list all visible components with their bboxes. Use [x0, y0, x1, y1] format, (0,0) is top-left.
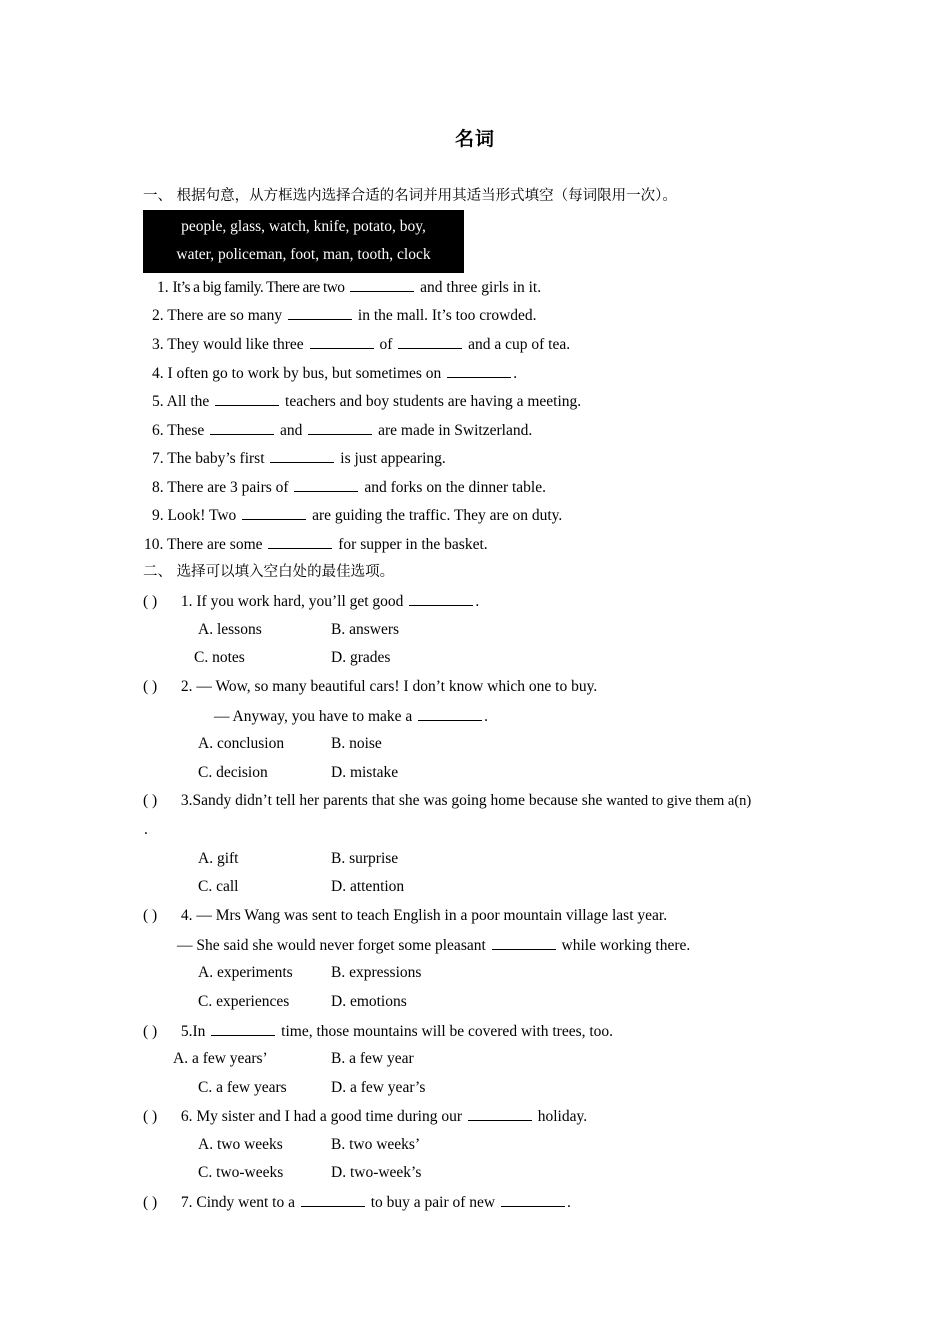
item-number: 6.: [152, 422, 164, 439]
item-number: 10.: [144, 536, 164, 553]
item-text: for supper in the basket.: [338, 536, 488, 553]
question-3-line2: .: [144, 821, 148, 838]
item-number: 5.: [152, 393, 164, 410]
option-d: D. attention: [331, 878, 405, 895]
option-c: C. notes: [194, 649, 245, 666]
answer-paren[interactable]: ( ): [143, 792, 158, 809]
list-item: [152, 448, 446, 469]
answer-blank: [492, 935, 556, 950]
question-4-line2: [177, 935, 690, 956]
answer-blank[interactable]: [350, 277, 414, 292]
item-text: in the mall. It’s too crowded.: [357, 307, 537, 324]
answer-blank[interactable]: [270, 448, 334, 463]
item-text: These: [167, 422, 205, 439]
question-stem: wanted to give them a(n): [606, 793, 752, 809]
option-a: A. gift: [198, 850, 239, 867]
answer-paren[interactable]: ( ): [143, 1023, 158, 1040]
question-stem: — She said she would never forget some pleasant: [177, 937, 486, 954]
item-text: are made in Switzerland.: [378, 422, 533, 439]
question-stem: time, those mountains will be covered with trees, too.: [281, 1023, 614, 1040]
option-d: D. a few year’s: [331, 1079, 426, 1096]
item-number: 7.: [152, 450, 164, 467]
option-c: C. experiences: [198, 993, 290, 1010]
question-stem: 1. If you work hard, you’ll get good: [180, 593, 404, 610]
answer-blank[interactable]: [310, 334, 374, 349]
list-item: [157, 277, 541, 298]
list-item: [152, 505, 562, 526]
option-a: A. conclusion: [198, 735, 285, 752]
option-c: C. a few years: [198, 1079, 287, 1096]
question-stem: 3.Sandy didn’t tell her parents that she was going home because she: [180, 792, 603, 809]
question-2: [143, 677, 597, 697]
word-box: [143, 210, 464, 273]
option-b: B. two weeks’: [331, 1136, 421, 1153]
answer-blank: [301, 1192, 365, 1207]
answer-paren[interactable]: ( ): [143, 678, 158, 695]
question-1: [143, 591, 479, 612]
word-box-line: people, glass, watch, knife, potato, boy,: [181, 218, 426, 235]
question-stem: while working there.: [561, 937, 691, 954]
question-stem: 7. Cindy went to a: [180, 1194, 295, 1211]
list-item: [152, 420, 532, 441]
answer-blank[interactable]: [242, 505, 306, 520]
option-c: C. two-weeks: [198, 1164, 284, 1181]
item-text: All the: [166, 393, 210, 410]
item-text: I often go to work by bus, but sometimes on: [167, 365, 442, 382]
item-text: and forks on the dinner table.: [364, 479, 546, 496]
option-b: B. expressions: [331, 964, 422, 981]
answer-paren[interactable]: ( ): [143, 907, 158, 924]
item-text: and three girls in it.: [420, 279, 542, 296]
item-number: 3.: [152, 336, 164, 353]
item-text: Look! Two: [167, 507, 237, 524]
question-2-line2: [214, 706, 488, 727]
answer-blank: [418, 706, 482, 721]
answer-blank[interactable]: [294, 477, 358, 492]
question-stem: 6. My sister and I had a good time during our: [180, 1108, 462, 1125]
question-stem: .: [567, 1194, 571, 1211]
question-6: [143, 1106, 587, 1127]
item-text: It’s a big family. There are two: [172, 279, 345, 296]
question-stem: — Anyway, you have to make a: [214, 708, 413, 725]
list-item: [144, 534, 488, 555]
option-b: B. surprise: [331, 850, 399, 867]
question-stem: 2. — Wow, so many beautiful cars! I don’t know which one to buy.: [180, 678, 598, 695]
item-number: 2.: [152, 307, 164, 324]
option-b: B. a few year: [331, 1050, 414, 1067]
option-d: D. emotions: [331, 993, 407, 1010]
answer-blank[interactable]: [210, 420, 274, 435]
option-d: D. mistake: [331, 764, 399, 781]
question-stem: 4. — Mrs Wang was sent to teach English in a poor mountain village last year.: [180, 907, 668, 924]
question-stem: .: [484, 708, 489, 725]
item-text: are guiding the traffic. They are on duty.: [312, 507, 563, 524]
item-text: .: [513, 365, 518, 382]
option-c: C. decision: [198, 764, 268, 781]
section1-heading: 一、 根据句意，从方框选内选择合适的名词并用其适当形式填空（每词限用一次）。: [143, 188, 677, 204]
list-item: [152, 391, 581, 412]
answer-blank[interactable]: [268, 534, 332, 549]
question-stem: 5.In: [180, 1023, 206, 1040]
item-text: teachers and boy students are having a meeting.: [285, 393, 582, 410]
answer-blank: [211, 1021, 275, 1036]
item-text: There are some: [166, 536, 263, 553]
answer-paren[interactable]: ( ): [143, 1108, 158, 1125]
option-d: D. two-week’s: [331, 1164, 422, 1181]
section2-heading: 二、 选择可以填入空白处的最佳选项。: [143, 564, 395, 580]
answer-blank[interactable]: [288, 305, 352, 320]
question-stem: .: [475, 593, 480, 610]
item-number: 9.: [152, 507, 164, 524]
list-item: [152, 334, 570, 355]
item-number: 8.: [152, 479, 164, 496]
option-a: A. two weeks: [198, 1136, 283, 1153]
question-5: [143, 1021, 613, 1042]
question-7: [143, 1192, 571, 1213]
list-item: [152, 363, 517, 384]
answer-blank[interactable]: [447, 363, 511, 378]
word-box-line: water, policeman, foot, man, tooth, clock: [176, 246, 431, 263]
answer-blank: [468, 1106, 532, 1121]
option-b: B. noise: [331, 735, 382, 752]
page-title: 名词: [454, 128, 495, 150]
item-text: There are so many: [167, 307, 283, 324]
question-stem: holiday.: [537, 1108, 588, 1125]
item-number: 1.: [157, 279, 169, 296]
item-number: 4.: [152, 365, 164, 382]
item-text: of: [379, 336, 393, 353]
answer-blank: [409, 591, 473, 606]
option-d: D. grades: [331, 649, 391, 666]
answer-blank[interactable]: [215, 391, 279, 406]
option-a: A. experiments: [198, 964, 293, 981]
answer-paren[interactable]: ( ): [143, 1194, 158, 1211]
option-a: A. a few years’: [173, 1050, 268, 1067]
item-text: The baby’s first: [167, 450, 265, 467]
question-stem: to buy a pair of new: [370, 1194, 496, 1211]
answer-blank[interactable]: [308, 420, 372, 435]
option-b: B. answers: [331, 621, 400, 638]
question-3: [143, 791, 751, 811]
option-a: A. lessons: [198, 621, 262, 638]
item-text: and a cup of tea.: [468, 336, 571, 353]
answer-blank: [501, 1192, 565, 1207]
answer-blank[interactable]: [398, 334, 462, 349]
answer-paren[interactable]: ( ): [143, 593, 158, 610]
item-text: and: [280, 422, 303, 439]
item-text: They would like three: [167, 336, 304, 353]
question-4: [143, 906, 667, 926]
item-text: There are 3 pairs of: [167, 479, 289, 496]
list-item: [152, 305, 537, 326]
item-text: is just appearing.: [340, 450, 446, 467]
list-item: [152, 477, 546, 498]
option-c: C. call: [198, 878, 239, 895]
